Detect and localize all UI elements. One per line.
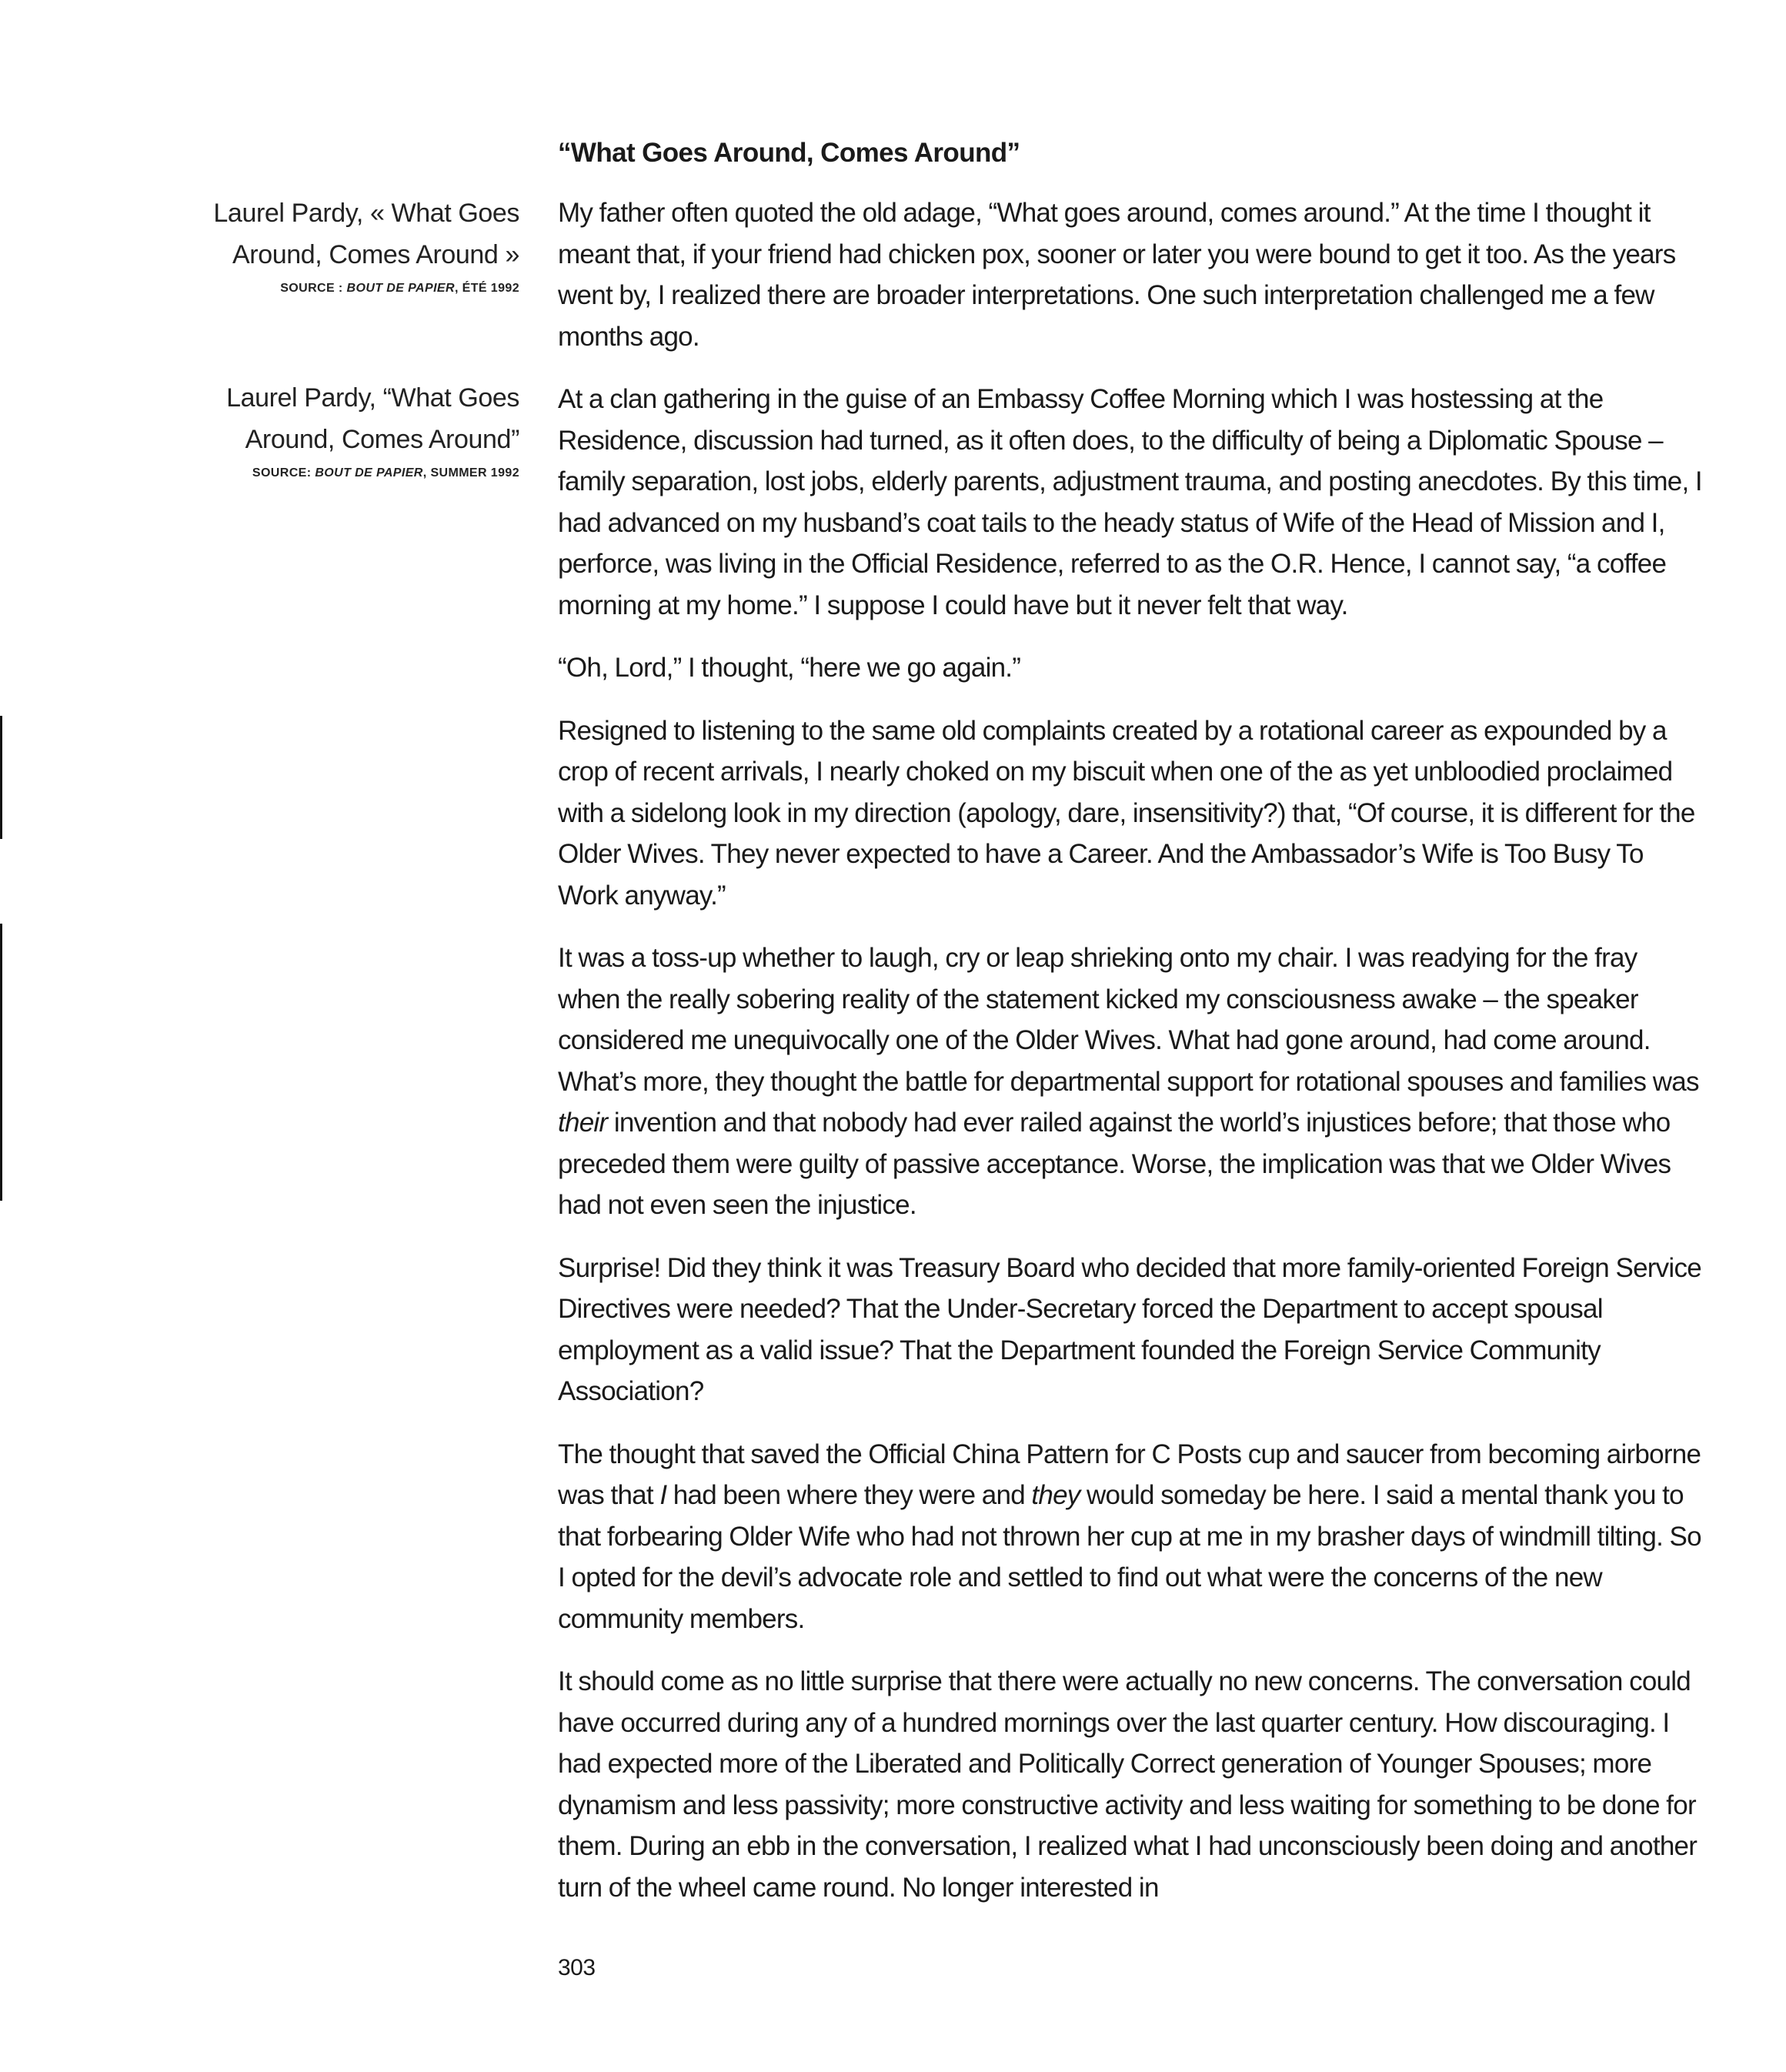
page-number: 303	[558, 1955, 596, 1980]
source-publication: BOUT DE PAPIER	[346, 282, 455, 295]
author-attribution: Laurel Pardy, « What Goes Around, Comes Around »	[213, 199, 519, 269]
source-label: SOURCE :	[280, 282, 347, 295]
scan-artifact	[0, 924, 2, 1201]
paragraph-8: It should come as no little surprise that there were actually no new concerns. The conversation could have occurred during any of a hundred mornings over the last quarter century. How discouraging. I had expected more of the Liberated and Politically Correct generation of Younger Spouses; more dynamism and less passivity; more constructive activity and less waiting for something to be done for them. During an ebb in the conversation, I realized what I had unconsciously been doing and another turn of the wheel came round. No longer interested in	[558, 1666, 1698, 1903]
paragraph-2: At a clan gathering in the guise of an Embassy Coffee Morning which I was hostessing at the Residence, discussion had turned, as it often does, to the difficulty of being a Diplomatic Spouse – family separation, lost jobs, elderly parents, adjustment trauma, and posting anecdotes. By this time, I had advanced on my husband’s coat tails to the heady status of Wife of the Head of Mission and I, perforce, was living in the Official Residence, referred to as the O.R. Hence, I cannot say, “a coffee morning at my home.” I suppose I could have but it never felt that way.	[558, 384, 1702, 620]
text-run: The thought that saved the Official China Pattern for C Posts cup and saucer from becoming airborne was that	[558, 1439, 1701, 1510]
paragraph-5	[558, 937, 1704, 1226]
source-date: , ÉTÉ 1992	[454, 282, 519, 295]
text-run: invention and that nobody had ever railed against the world’s injustices before; that those who preceded them were guilty of passive acceptance. Worse, the implication was that we Older Wives had not even seen the injustice.	[558, 1108, 1671, 1220]
paragraph-4: Resigned to listening to the same old complaints created by a rotational career as expounded by a crop of recent arrivals, I nearly choked on my biscuit when one of the as yet unbloodied proclaimed with a sidelong look in my direction (apology, dare, insensitivity?) that, “Of course, it is different for the Older Wives. They never expected to have a Career. And the Ambassador’s Wife is Too Busy To Work anyway.”	[558, 715, 1695, 911]
italic-emphasis: I	[659, 1480, 667, 1510]
paragraph-3: “Oh, Lord,” I thought, “here we go again.”	[558, 653, 1021, 683]
source-publication: BOUT DE PAPIER	[315, 466, 423, 480]
paragraph-7	[558, 1434, 1704, 1640]
italic-emphasis: they	[1031, 1480, 1080, 1510]
source-date: , SUMMER 1992	[422, 466, 519, 480]
text-run: It was a toss-up whether to laugh, cry or leap shrieking onto my chair. I was readying for the fray when the really sobering reality of the statement kicked my consciousness awake – the speaker considered me unequivocally one of the Older Wives. What had gone around, had come around. What’s more, they thought the battle for departmental support for rotational spouses and families was	[558, 943, 1699, 1097]
source-label: SOURCE:	[252, 466, 315, 480]
article-body	[558, 192, 1704, 1930]
scan-artifact	[0, 716, 2, 839]
text-run: would someday be here. I said a mental thank you to that forbearing Older Wife who had not thrown her cup at me in my brasher days of windmill tilting. So I opted for the devil’s advocate role and settled to find out what were the concerns of the new community members.	[558, 1480, 1701, 1634]
author-attribution: Laurel Pardy, “What Goes Around, Comes Around”	[226, 383, 519, 454]
sidebar-attribution-french	[196, 192, 519, 302]
paragraph-1: My father often quoted the old adage, “What goes around, comes around.” At the time I thought it meant that, if your friend had chicken pox, sooner or later you were bound to get it too. As the years went by, I realized there are broader interpretations. One such interpretation challenged me a few months ago.	[558, 198, 1676, 352]
italic-emphasis: their	[558, 1108, 608, 1138]
paragraph-6: Surprise! Did they think it was Treasury Board who decided that more family-oriented Foreign Service Directives were needed? That the Under-Secretary forced the Department to accept spousal employment as a valid issue? That the Department founded the Foreign Service Community Association?	[558, 1252, 1701, 1406]
source-line	[196, 276, 519, 302]
sidebar-attribution-english	[196, 377, 519, 486]
text-run: had been where they were and	[666, 1480, 1032, 1510]
article-title: “What Goes Around, Comes Around”	[558, 138, 1020, 168]
source-line	[196, 460, 519, 486]
